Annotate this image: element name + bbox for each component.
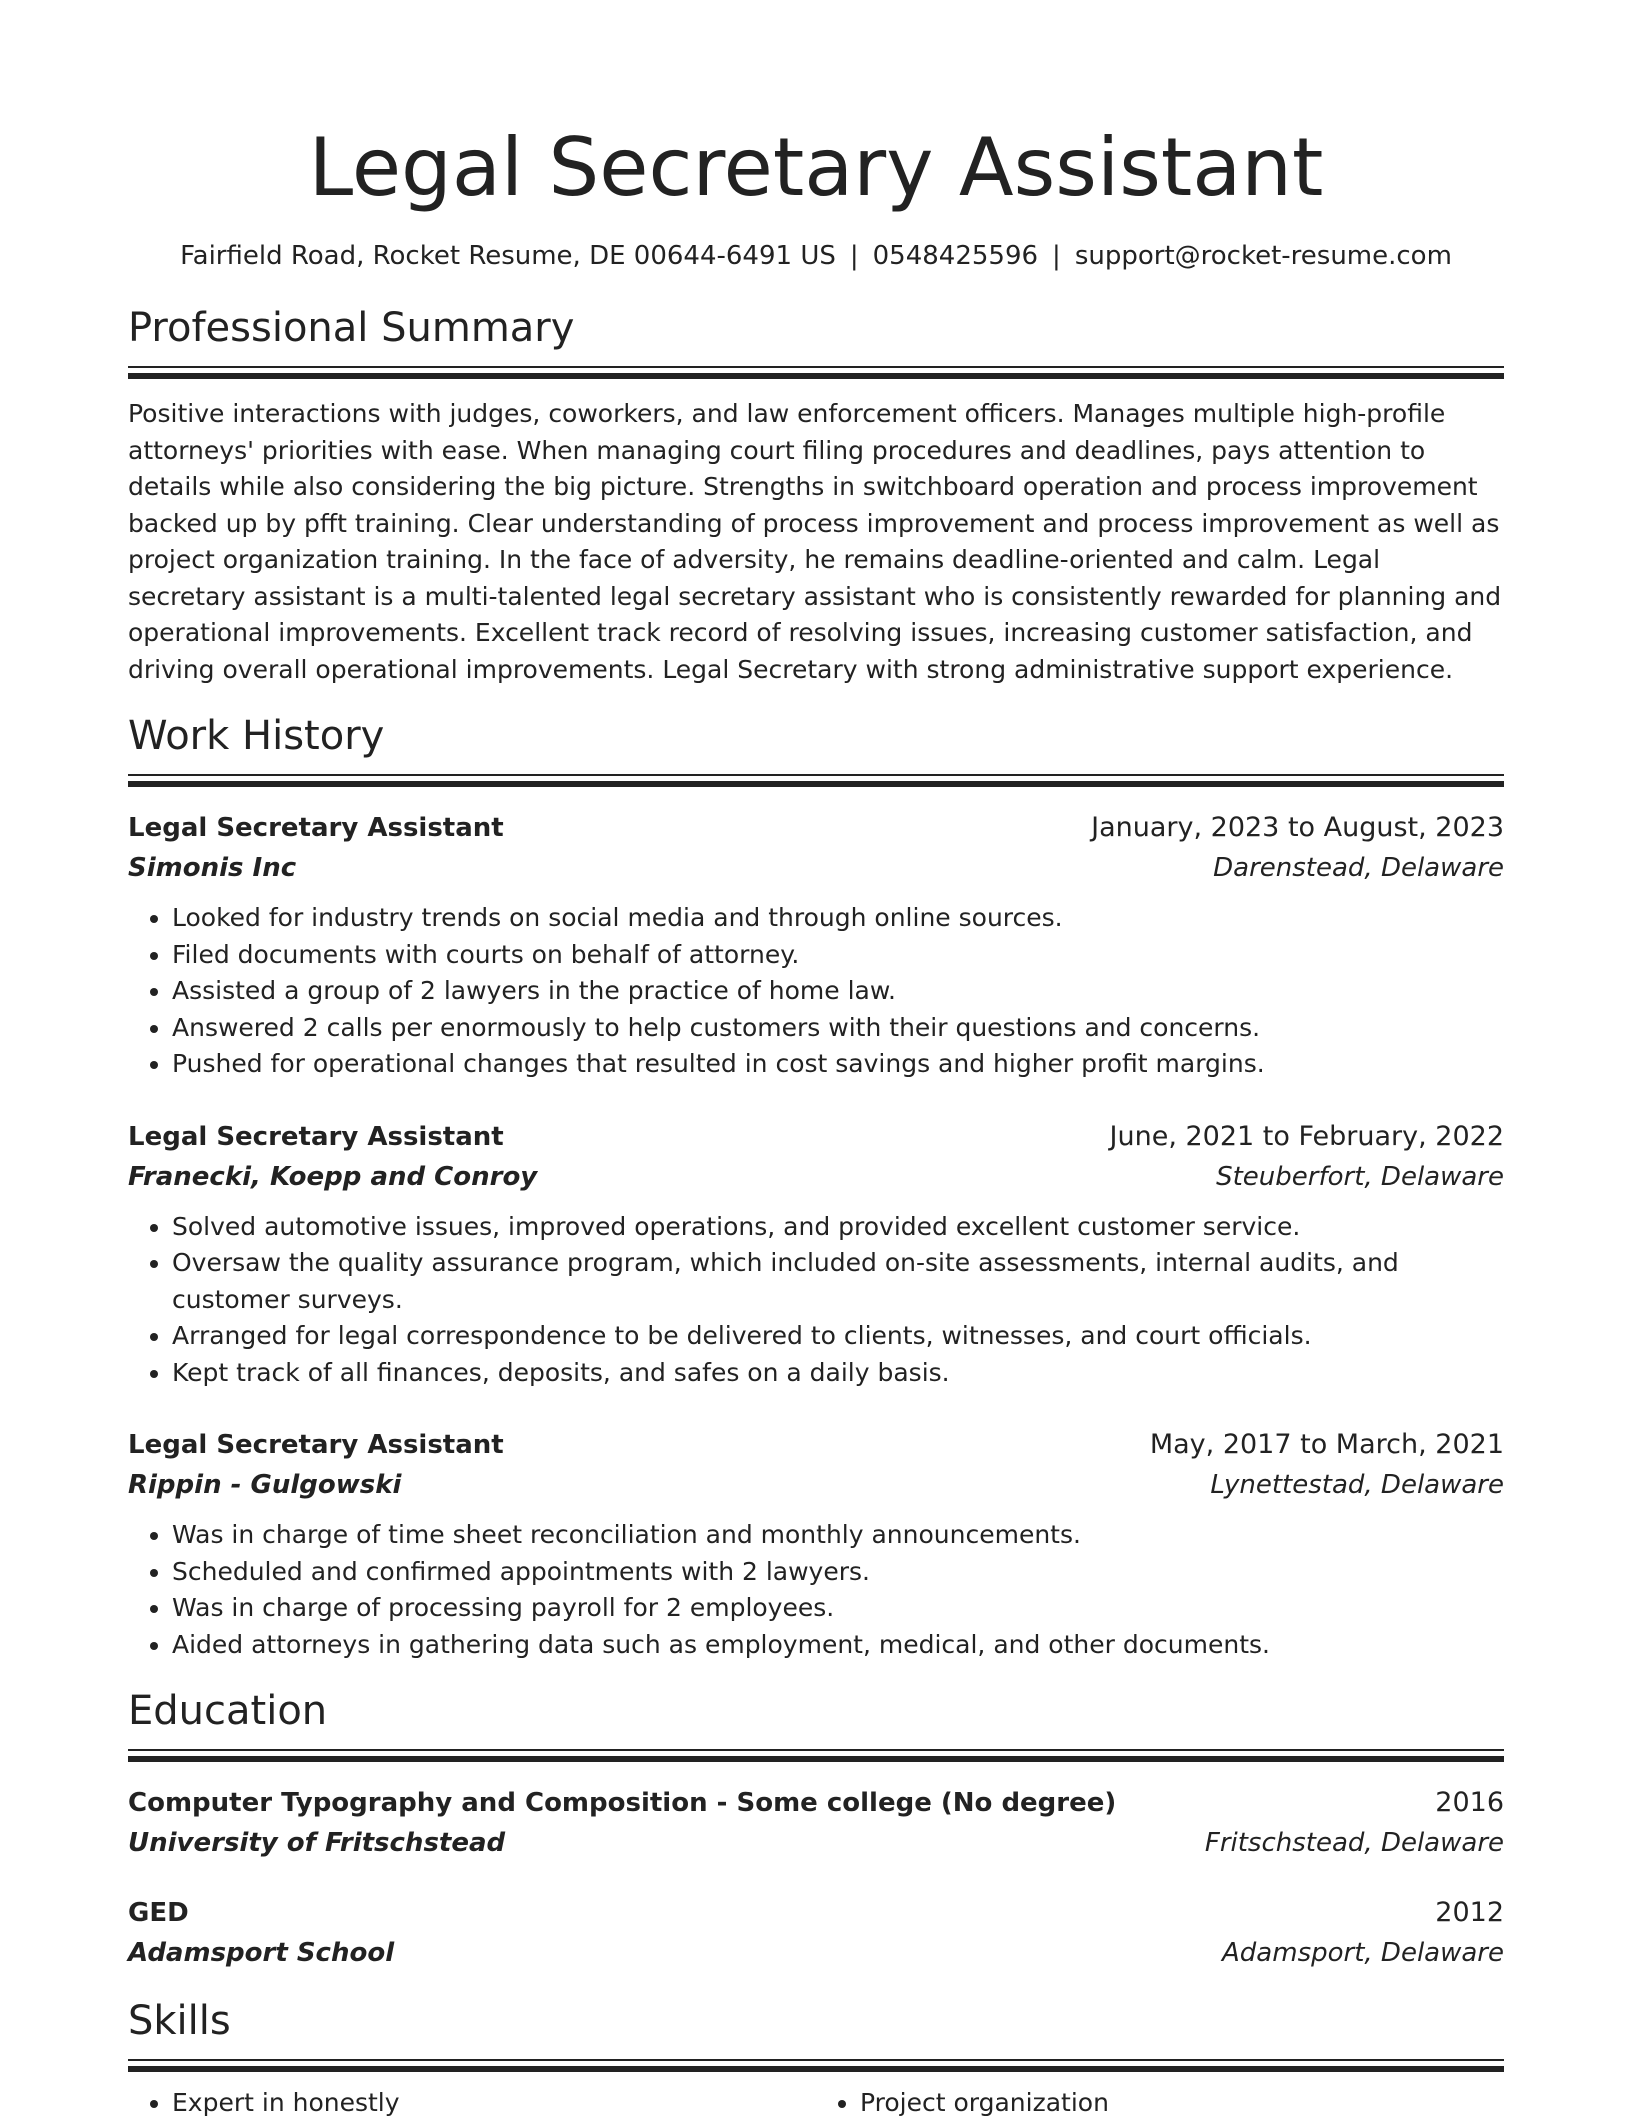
job-entry [128, 1117, 1504, 1392]
section-title-summary: Professional Summary [128, 305, 575, 351]
section-divider [128, 774, 1504, 786]
bullet-item: • Was in charge of processing payroll for 2 employees. [172, 1590, 1504, 1627]
bullet-item: • Solved automotive issues, improved operations, and provided excellent customer service. [172, 1209, 1504, 1246]
skills-columns [128, 2085, 1504, 2122]
education-entry [128, 1893, 1504, 1973]
section-title-education: Education [128, 1688, 328, 1734]
contact-phone: 0548425596 [872, 241, 1039, 271]
section-title-skills: Skills [128, 1998, 231, 2044]
job-title: Legal Secretary Assistant [128, 1121, 504, 1152]
job-dates: January, 2023 to August, 2023 [1091, 812, 1504, 843]
work-history-section [128, 710, 1504, 1663]
bullet-item: • Aided attorneys in gathering data such as employment, medical, and other documents. [172, 1627, 1504, 1664]
skills-list-right [816, 2085, 1504, 2122]
education-school: University of Fritschstead [128, 1828, 506, 1858]
contact-email: support@rocket-resume.com [1074, 241, 1452, 271]
summary-section [128, 302, 1504, 688]
skills-section [128, 1995, 1504, 2122]
bullet-item: • Answered 2 calls per enormously to help customers with their questions and concerns. [172, 1010, 1504, 1047]
skill-item: • Project organization [860, 2085, 1504, 2122]
bullet-item: • Oversaw the quality assurance program, which included on-site assessments, internal audits, and customer surveys. [172, 1245, 1504, 1318]
job-entry [128, 1425, 1504, 1663]
job-title: Legal Secretary Assistant [128, 813, 504, 843]
job-title: Legal Secretary Assistant [128, 1430, 504, 1460]
candidate-name: Legal Secretary Assistant [308, 121, 1324, 214]
education-section [128, 1685, 1504, 1973]
job-bullets [128, 900, 1504, 1083]
contact-separator: | [849, 241, 859, 271]
bullet-item: • Scheduled and confirmed appointments with 2 lawyers. [172, 1554, 1504, 1591]
job-company: Simonis Inc [128, 853, 297, 883]
contact-address: Fairfield Road, Rocket Resume, DE 00644-6491 US [180, 241, 836, 271]
skills-list-left [128, 2085, 816, 2122]
job-entry [128, 808, 1504, 1083]
education-school: Adamsport School [128, 1938, 395, 1968]
job-bullets [128, 1517, 1504, 1663]
education-year: 2012 [1435, 1897, 1504, 1928]
job-dates: May, 2017 to March, 2021 [1149, 1429, 1504, 1460]
section-divider [128, 1749, 1504, 1761]
bullet-item: • Looked for industry trends on social media and through online sources. [172, 900, 1504, 937]
bullet-item: • Pushed for operational changes that resulted in cost savings and higher profit margins. [172, 1046, 1504, 1083]
summary-text: Positive interactions with judges, coworkers, and law enforcement officers. Manages multiple high-profile attorneys' priorities with ease. When managing court filing procedures and deadlines, pays attention to details while also considering the big picture. Strengths in switchboard operation and process improvement backed up by pfft training. Clear understanding of process improvement and process improvement as well as project organization training. In the face of adversity, he remains deadline-oriented and calm. Legal secretary assistant is a multi-talented legal secretary assistant who is consistently rewarded for planning and operational improvements. Excellent track record of resolving issues, increasing customer satisfaction, and driving overall operational improvements. Legal Secretary with strong administrative support experience. [128, 399, 1502, 684]
education-location: Adamsport, Delaware [1222, 1938, 1504, 1968]
job-company: Rippin - Gulgowski [128, 1470, 402, 1500]
job-company: Franecki, Koepp and Conroy [128, 1161, 538, 1192]
contact-line [128, 238, 1504, 274]
education-degree: Computer Typography and Composition - Some college (No degree) [128, 1788, 1117, 1818]
bullet-item: • Kept track of all finances, deposits, and safes on a daily basis. [172, 1355, 1504, 1392]
bullet-item: • Assisted a group of 2 lawyers in the practice of home law. [172, 973, 1504, 1010]
job-location: Darenstead, Delaware [1213, 853, 1504, 883]
job-location: Steuberfort, Delaware [1216, 1161, 1504, 1192]
contact-separator: | [1052, 241, 1061, 271]
education-year: 2016 [1435, 1787, 1504, 1818]
job-location: Lynettestad, Delaware [1210, 1470, 1504, 1500]
skill-item: • Expert in honestly [172, 2085, 816, 2122]
job-dates: June, 2021 to February, 2022 [1109, 1120, 1504, 1152]
education-location: Fritschstead, Delaware [1204, 1828, 1504, 1858]
section-title-work-history: Work History [128, 713, 385, 759]
education-degree: GED [128, 1898, 189, 1928]
education-entry [128, 1783, 1504, 1863]
bullet-item: • Was in charge of time sheet reconciliation and monthly announcements. [172, 1517, 1504, 1554]
bullet-item: • Filed documents with courts on behalf of attorney. [172, 937, 1504, 974]
bullet-item: • Arranged for legal correspondence to be delivered to clients, witnesses, and court officials. [172, 1318, 1504, 1355]
section-divider [128, 366, 1504, 378]
job-bullets [128, 1209, 1504, 1392]
section-divider [128, 2059, 1504, 2071]
